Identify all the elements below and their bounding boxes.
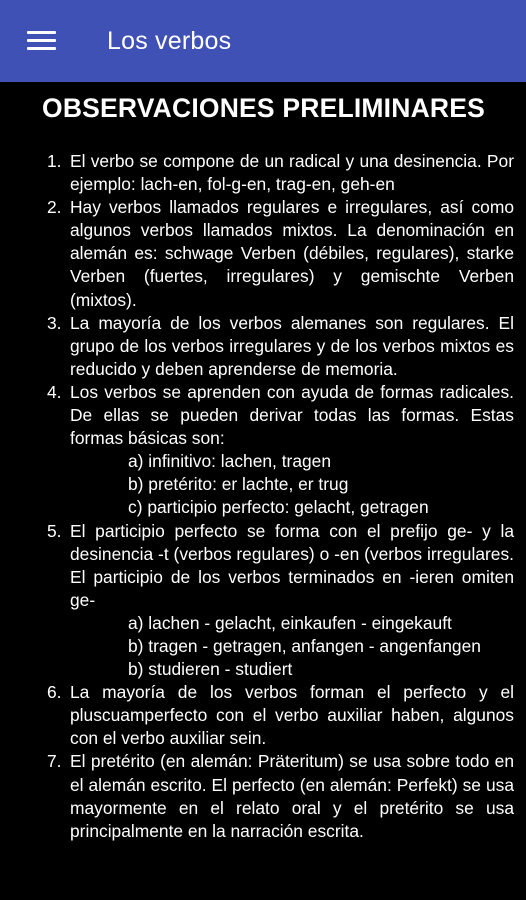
app-title: Los verbos bbox=[107, 26, 232, 55]
list-item-number: 4. bbox=[47, 381, 62, 402]
menu-line bbox=[27, 47, 56, 50]
sub-item: b) pretérito: er lachte, er trug bbox=[128, 474, 349, 495]
content-scroll-area[interactable] bbox=[0, 82, 526, 900]
list-item-number: 1. bbox=[47, 151, 62, 171]
list-item-number: 5. bbox=[47, 520, 62, 541]
list-item-number: 6. bbox=[47, 682, 62, 703]
sub-item: a) infinitivo: lachen, tragen bbox=[128, 451, 332, 472]
sub-item: c) participio perfecto: gelacht, getragen bbox=[128, 497, 429, 518]
list-item-text: Los verbos se aprenden con ayuda de formas radicales. De ellas se pueden derivar todas las formas. Estas formas básicas son: bbox=[70, 381, 514, 449]
list-item bbox=[0, 750, 526, 842]
list-item-text: El participio perfecto se forma con el prefijo ge- y la desinencia -t (verbos regulares) o -en (verbos irregulares. El participio de los verbos terminados en -ieren omiten ge- bbox=[70, 520, 514, 610]
list-item-text: La mayoría de los verbos forman el perfecto y el pluscuamperfecto con el verbo auxiliar haben, algunos con el verbo auxiliar sein. bbox=[70, 682, 514, 749]
app-bar bbox=[0, 0, 526, 82]
list-item-text: Hay verbos llamados regulares e irregulares, así como algunos verbos llamados mixtos. La denominación en alemán es: schwage Verben (débiles, regulares), starke Verben (fuertes, irregulares) y gemischte Verben (mixtos). bbox=[70, 197, 514, 310]
list-item bbox=[0, 520, 526, 682]
sub-item: b) studieren - studiert bbox=[128, 659, 293, 680]
list-item-text: La mayoría de los verbos alemanes son regulares. El grupo de los verbos irregulares y de los verbos mixtos es reducido y deben aprenderse de memoria. bbox=[70, 312, 514, 379]
list-item bbox=[0, 381, 526, 520]
list-item bbox=[0, 196, 526, 311]
list-item-number: 7. bbox=[47, 751, 62, 772]
observations-list bbox=[0, 150, 526, 843]
list-item bbox=[0, 681, 526, 750]
list-item-text: El verbo se compone de un radical y una desinencia. Por ejemplo: lach-en, fol-g-en, trag-en, geh-en bbox=[70, 151, 514, 195]
menu-line bbox=[27, 39, 56, 42]
menu-line bbox=[27, 31, 56, 34]
list-item bbox=[0, 312, 526, 381]
list-item-number: 2. bbox=[47, 197, 62, 218]
list-item-number: 3. bbox=[47, 312, 62, 333]
hamburger-menu-icon[interactable] bbox=[27, 30, 57, 52]
list-item-text: El pretérito (en alemán: Präteritum) se usa sobre todo en el alemán escrito. El perfecto (en alemán: Perfekt) se usa mayormente en el relato oral y el pretérito se usa principalmente en la narración escrita. bbox=[70, 751, 514, 841]
sub-item: b) tragen - getragen, anfangen - angenfangen bbox=[128, 635, 481, 656]
page-heading: OBSERVACIONES PRELIMINARES bbox=[42, 93, 486, 123]
list-item bbox=[0, 150, 526, 196]
sub-item: a) lachen - gelacht, einkaufen - eingekauft bbox=[128, 612, 452, 633]
